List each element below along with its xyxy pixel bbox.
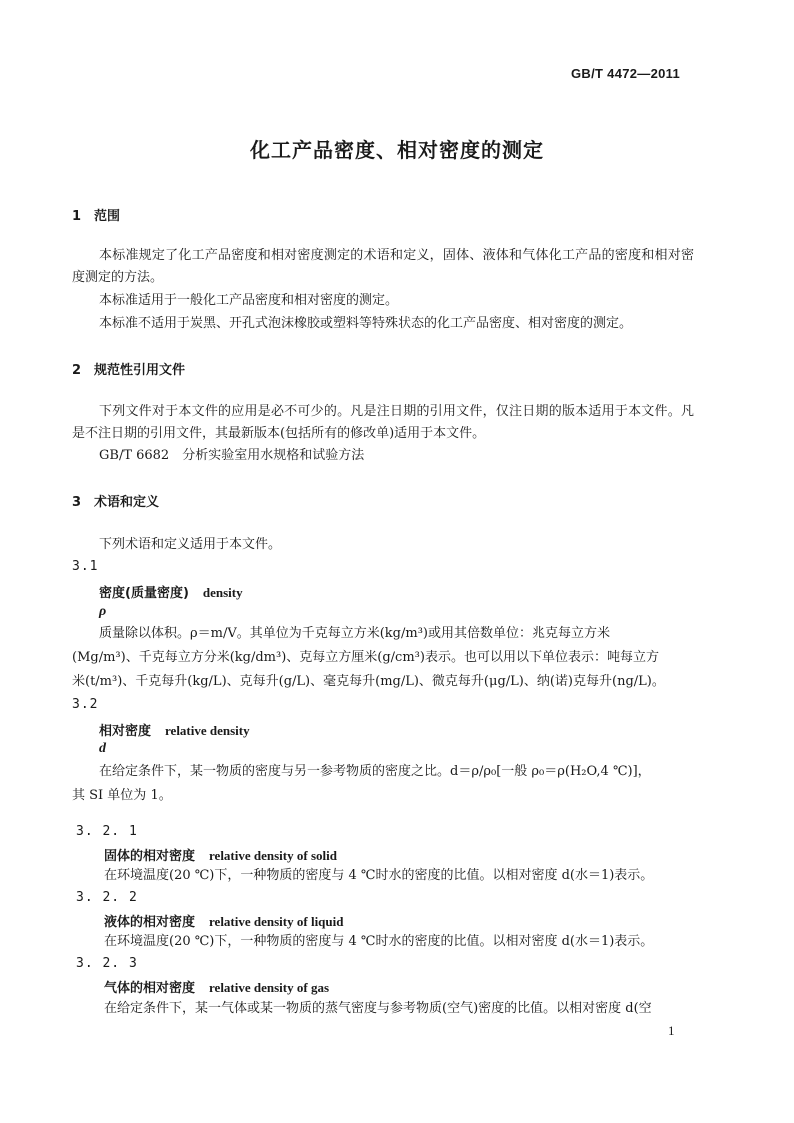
definition-line: (Mg/m³)、千克每立方分米(kg/dm³)、克每立方厘米(g/cm³)表示。也可以用以下单位表示：吨每立方 [72,650,659,665]
section-number: 2 [72,363,82,378]
section-heading-scope [72,205,120,224]
reference-item: GB/T 6682 分析实验室用水规格和试验方法 [99,448,365,463]
term-title [99,720,250,739]
paragraph: 本标准适用于一般化工产品密度和相对密度的测定。 [99,293,399,308]
term-name-en: density [202,585,243,600]
section-title: 范围 [94,209,121,224]
term-number: 3.2 [72,697,99,712]
definition-line: 米(t/m³)、千克每升(kg/L)、克每升(g/L)、毫克每升(mg/L)、微克每升(μg/L)、纳(诺)克每升(ng/L)。 [72,674,665,689]
term-symbol: d [99,741,106,756]
section-number: 1 [72,209,82,224]
term-name-en: relative density [165,723,250,738]
paragraph: 本标准不适用于炭黑、开孔式泡沫橡胶或塑料等特殊状态的化工产品密度、相对密度的测定。 [99,316,633,331]
term-title [104,977,329,996]
term-number: 3. 2. 2 [76,890,138,905]
term-name-en: relative density of solid [209,848,337,863]
term-name-en: relative density of gas [209,980,330,995]
definition-line: 在给定条件下，某一气体或某一物质的蒸气密度与参考物质(空气)密度的比值。以相对密度 d(空 [104,1001,652,1016]
section-title: 术语和定义 [94,495,160,510]
term-name-zh: 密度(质量密度) [99,586,189,601]
paragraph: 本标准规定了化工产品密度和相对密度测定的术语和定义，固体、液体和气体化工产品的密度和相对密度测定的方法。 [72,248,694,285]
section-heading-terms-definitions [72,491,159,510]
paragraph: 下列文件对于本文件的应用是必不可少的。凡是注日期的引用文件，仅注日期的版本适用于本文件。凡是不注日期的引用文件，其最新版本(包括所有的修改单)适用于本文件。 [72,404,694,441]
term-name-zh: 相对密度 [99,724,152,739]
definition-line: 在环境温度(20 ℃)下，一种物质的密度与 4 ℃时水的密度的比值。以相对密度 d(水＝1)表示。 [104,934,654,949]
page-title: 化工产品密度、相对密度的测定 [250,138,544,162]
term-number: 3. 2. 1 [76,824,138,839]
term-title [99,582,243,601]
definition-line: 在给定条件下，某一物质的密度与另一参考物质的密度之比。d＝ρ/ρ₀[一般 ρ₀＝ρ(H₂O,4 ℃)]， [99,764,651,779]
term-name-zh: 液体的相对密度 [104,915,196,930]
term-name-zh: 固体的相对密度 [104,849,196,864]
definition-line: 质量除以体积。ρ＝m/V。其单位为千克每立方米(kg/m³)或用其倍数单位：兆克每立方米 [99,626,610,641]
definition-line: 其 SI 单位为 1。 [72,788,172,803]
term-title [104,911,343,930]
paragraph: 下列术语和定义适用于本文件。 [99,537,282,552]
term-name-en: relative density of liquid [209,914,344,929]
definition-line: 在环境温度(20 ℃)下，一种物质的密度与 4 ℃时水的密度的比值。以相对密度 d(水＝1)表示。 [104,868,654,883]
term-number: 3.1 [72,559,99,574]
section-number: 3 [72,495,82,510]
page-number: 1 [668,1023,675,1038]
term-title [104,845,337,864]
term-symbol: ρ [99,604,107,619]
section-title: 规范性引用文件 [94,363,186,378]
term-number: 3. 2. 3 [76,956,138,971]
term-name-zh: 气体的相对密度 [104,981,196,996]
standard-code: GB/T 4472—2011 [571,66,680,81]
section-heading-normative-references [72,359,185,378]
